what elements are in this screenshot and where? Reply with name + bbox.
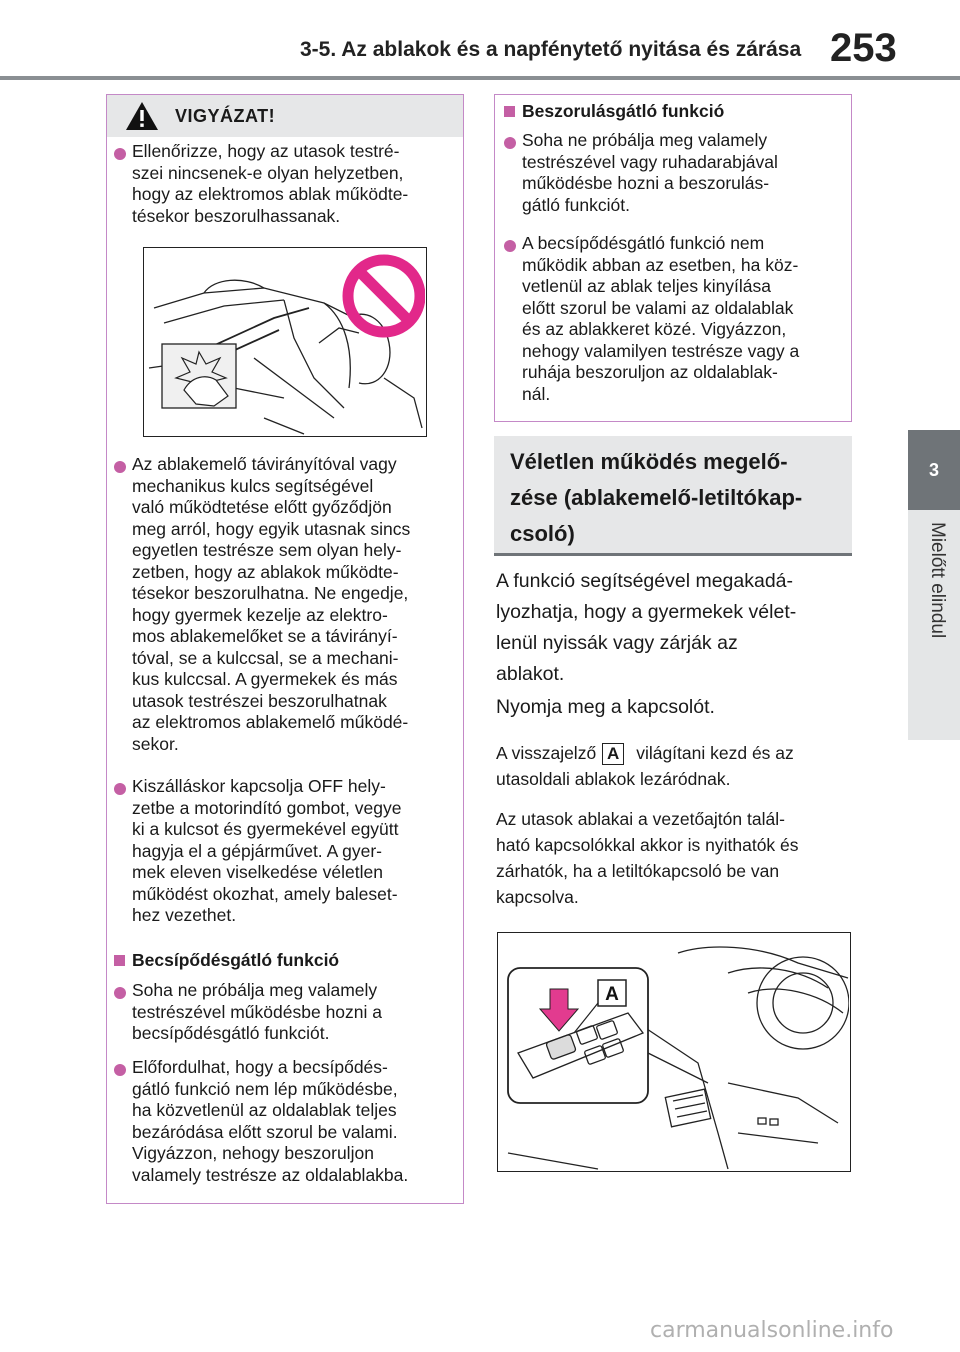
- bullet-icon: [504, 137, 516, 149]
- page-header-title: 3-5. Az ablakok és a napfénytető nyitása és zárása: [300, 38, 802, 61]
- section-instruction: Nyomja meg a kapcsolót.: [496, 696, 715, 718]
- section-heading-box: [494, 436, 852, 556]
- sub-heading-jam: Beszorulásgátló funkció: [522, 101, 725, 121]
- header-rule: [0, 76, 960, 80]
- car-interior-drawing: [144, 248, 425, 435]
- watermark: carmanualsonline.info: [650, 1318, 894, 1343]
- warning-sub-item-1: Soha ne próbálja meg valamely testrészével működésbe hozni a becsípődésgátló funkciót.: [132, 980, 382, 1043]
- warning-header: [107, 95, 463, 137]
- warning-item-1: Ellenőrizze, hogy az utasok testré- szei nincsenek-e olyan helyzetben, hogy az elektromos ablak működte- tésekor beszorulhassanak.: [132, 141, 409, 226]
- warning-sub-item-2: Előfordulhat, hogy a becsípődés- gátló funkció nem lép működésbe, ha közvetlenül az oldalablak teljes bezáródása előtt szorul be valami. Vigyázzon, nehogy beszoruljon valamely testrésze az oldalablakba.: [132, 1057, 409, 1185]
- warning-item-3: Kiszálláskor kapcsolja OFF hely- zetbe a motorindító gombot, vegye ki a kulcsot és gyermekével együtt hagyja el a gépjárművet. A gyer- mek eleven viselkedése véletlen működést okozhat, amely baleset- hez vezethet.: [132, 776, 402, 925]
- bullet-icon: [504, 240, 516, 252]
- sub-heading-pinch: Becsípődésgátló funkció: [132, 950, 340, 970]
- indicator-text: A visszajelző A világítani kezd és az utasoldali ablakok lezáródnak.: [496, 743, 794, 789]
- right-item-2: A becsípődésgátló funkció nem működik abban az esetben, ha köz- vetlenül az ablak teljes kinyílása előtt szorul be valami az oldalablak és az ablakkeret közé. Vigyázzon, nehogy valamilyen testrésze vagy a ruhája beszoruljon az oldalablak- nál.: [522, 233, 800, 404]
- warning-triangle-icon: [125, 101, 159, 131]
- section-intro: A funkció segítségével megakadá- lyozhatja, hogy a gyermekek vélet- lenül nyissák vagy zárják az ablakot.: [496, 570, 797, 685]
- chapter-number: 3: [928, 460, 939, 480]
- section-title: Véletlen működés megelő- zése (ablakemelő-letiltókap- csoló): [510, 449, 803, 546]
- chapter-label: Mielőtt elindul: [927, 522, 948, 639]
- bullet-icon: [114, 461, 126, 473]
- right-item-1: Soha ne próbálja meg valamely testrészével vagy ruhadarabjával működésbe hozni a beszorulás- gátló funkciót.: [522, 130, 778, 215]
- square-bullet-icon: [114, 955, 125, 966]
- warning-title: VIGYÁZAT!: [175, 106, 276, 126]
- bullet-icon: [114, 148, 126, 160]
- page-number: 253: [830, 26, 897, 70]
- bullet-icon: [114, 987, 126, 999]
- warning-item-2: Az ablakemelő távirányítóval vagy mechanikus kulcs segítségével való működtetése előtt győződjön meg arról, hogy egyik utasnak sincs egyetlen testrésze sem olyan hely- zetben, hogy az ablakok működte- tésekor beszorulhatna. Ne engedje, hogy gyermek kezelje az elektro- mos ablakemelőket se a távirányí- tóval, se a kulccsal, se a mechani- kus kulccsal. A gyermekek és más utasok testrészei beszorulhatnak az elektromos ablakemelő működé- sekor.: [132, 454, 411, 754]
- illustration-lock-switch: [497, 932, 851, 1172]
- chapter-tab: [908, 430, 960, 510]
- bullet-icon: [114, 1064, 126, 1076]
- bullet-icon: [114, 783, 126, 795]
- door-switch-drawing: [498, 933, 849, 1170]
- square-bullet-icon: [504, 106, 515, 117]
- callout-a: A: [605, 984, 619, 1005]
- section-note: Az utasok ablakai a vezetőajtón talál- ható kapcsolókkal akkor is nyithatók és zárhatók, ha a letiltókapcsoló be van kapcsolva.: [496, 809, 799, 907]
- indicator-callout-a: A: [602, 743, 624, 765]
- illustration-trapped-hand: [143, 247, 427, 437]
